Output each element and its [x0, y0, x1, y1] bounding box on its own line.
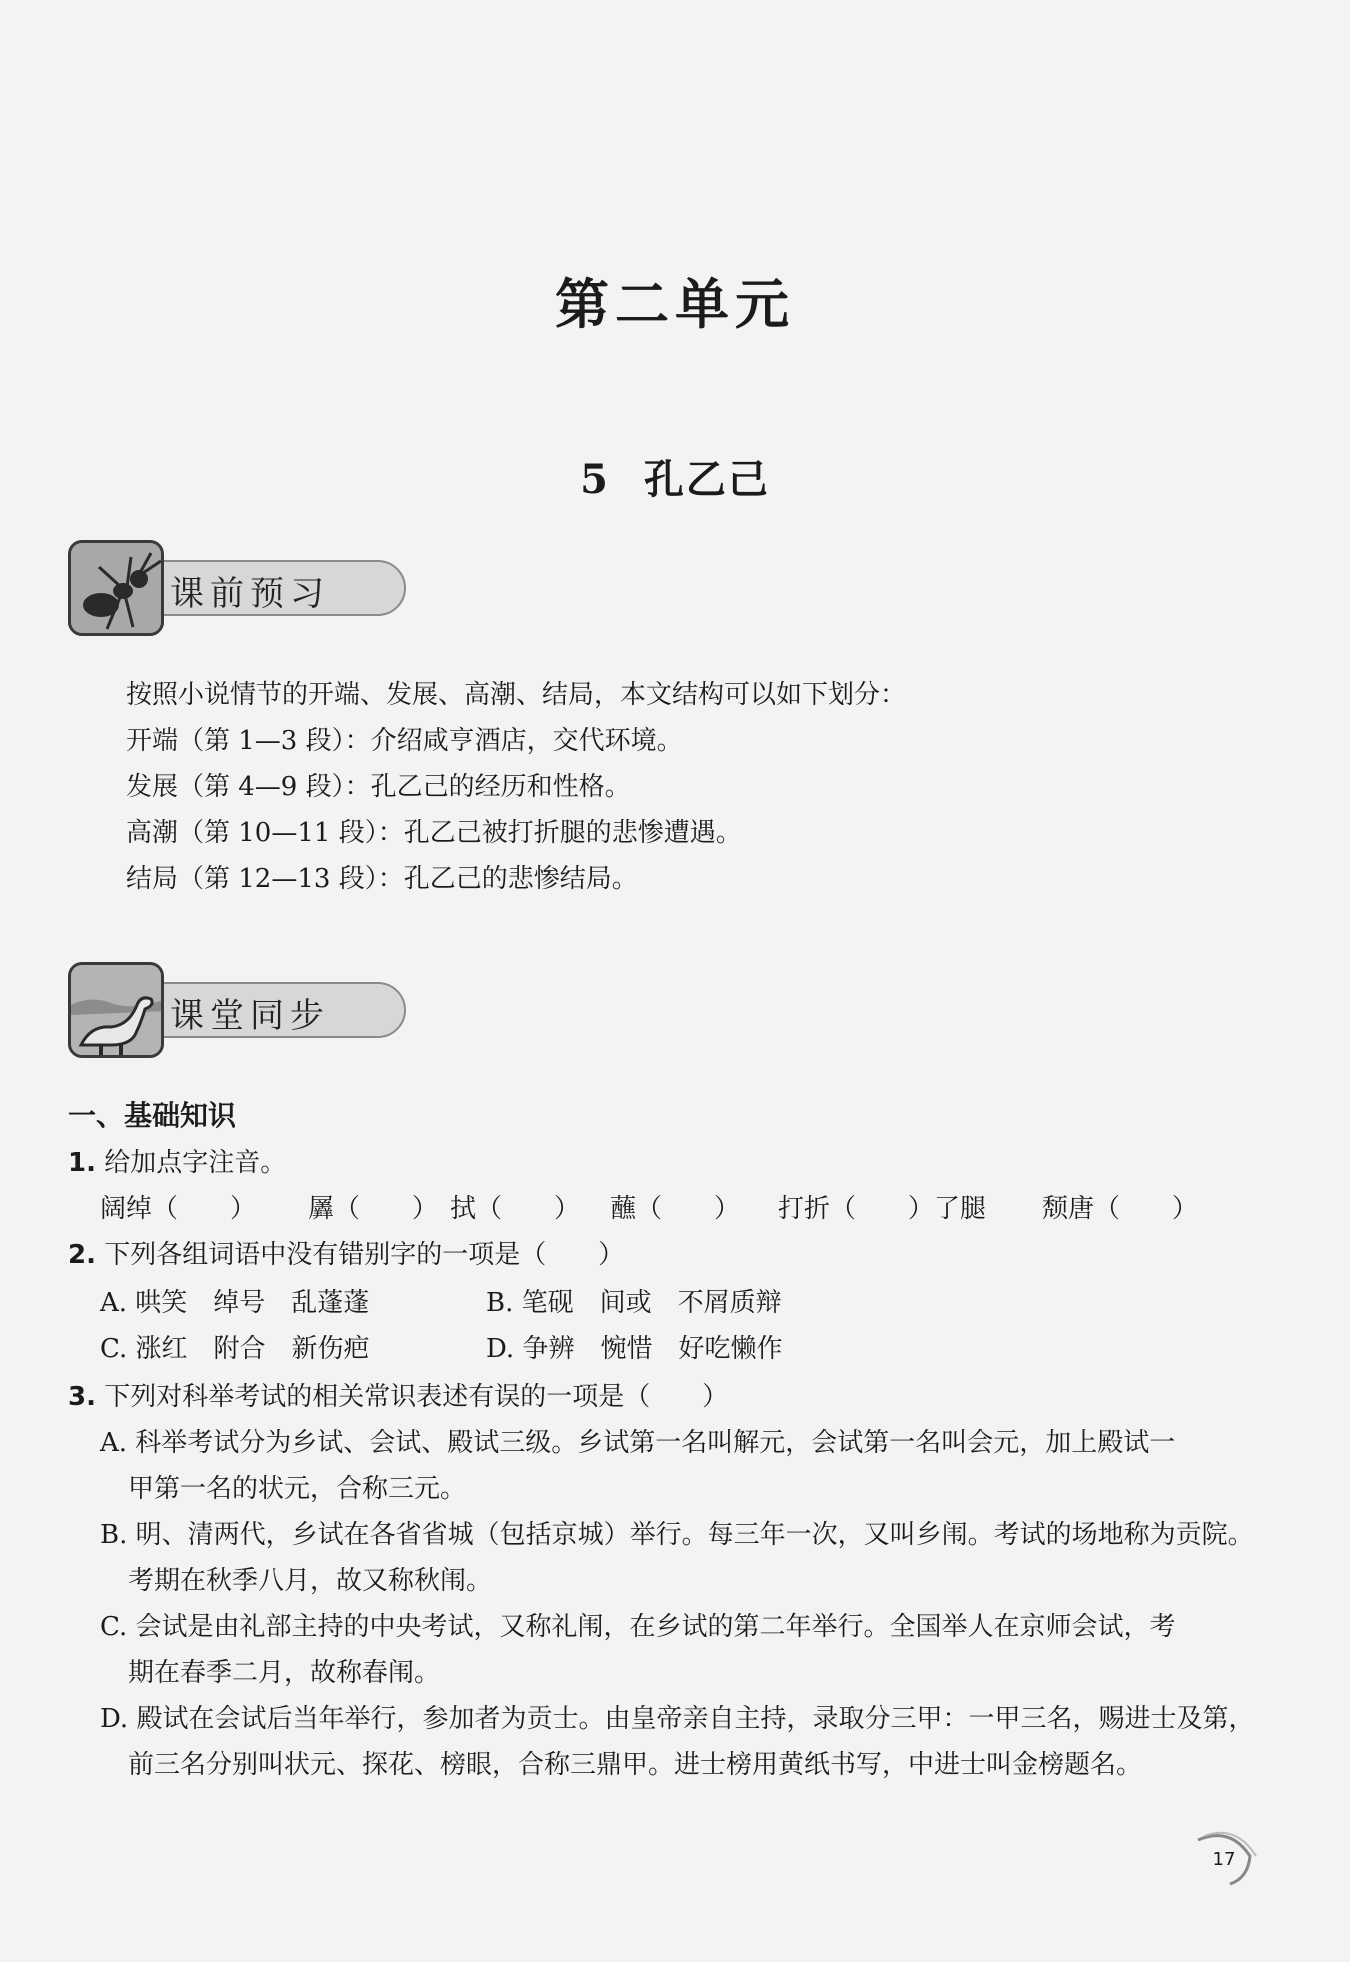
option-B-line2: 考期在秋季八月，故又称秋闱。 — [128, 1566, 493, 1596]
option-A-line1: A. 科举考试分为乡试、会试、殿试三级。乡试第一名叫解元，会试第一名叫会元，加上殿试一 — [100, 1428, 1176, 1458]
option-C-line2: 期在春季二月，故称春闱。 — [128, 1658, 441, 1688]
preview-line: 结局（第 12—13 段）：孔乙己的悲惨结局。 — [126, 864, 638, 894]
page-number: 17 — [1212, 1849, 1236, 1870]
pinyin-item: 拭（ ） — [450, 1194, 581, 1224]
unit-title: 第二单元 — [555, 273, 795, 336]
preview-section-badge — [68, 540, 358, 636]
option-C: C. 涨红 附合 新伤疤 — [100, 1334, 370, 1364]
class-section-badge — [68, 962, 358, 1058]
option-D: D. 争辨 惋惜 好吃懒作 — [486, 1334, 783, 1364]
question-number: 2. — [68, 1240, 96, 1270]
part-heading: 一、基础知识 — [68, 1099, 237, 1132]
preview-structure-text — [126, 672, 1226, 902]
badge-label: 课堂同步 — [170, 996, 330, 1036]
question-1-stem — [68, 1140, 286, 1186]
question-text: 下列各组词语中没有错别字的一项是（ ） — [104, 1240, 625, 1270]
dinosaur-illustration-icon — [68, 962, 164, 1058]
preview-line: 高潮（第 10—11 段）：孔乙己被打折腿的悲惨遭遇。 — [126, 818, 742, 848]
lesson-number: 5 — [580, 456, 610, 503]
pinyin-item: 蘸（ ） — [610, 1194, 741, 1224]
question-2-stem — [68, 1232, 624, 1278]
question-text: 下列对科举考试的相关常识表述有误的一项是（ ） — [104, 1382, 729, 1412]
option-C-line1: C. 会试是由礼部主持的中央考试，又称礼闱，在乡试的第二年举行。全国举人在京师会试，考 — [100, 1612, 1176, 1642]
pinyin-item: 羼（ ） — [308, 1194, 439, 1224]
option-A: A. 哄笑 绰号 乱蓬蓬 — [100, 1288, 370, 1318]
question-3-stem — [68, 1374, 728, 1420]
question-number: 3. — [68, 1382, 96, 1412]
lesson-name: 孔乙己 — [643, 457, 770, 503]
badge-label: 课前预习 — [170, 574, 330, 614]
option-B: B. 笔砚 间或 不屑质辩 — [486, 1288, 782, 1318]
option-D-line1: D. 殿试在会试后当年举行，参加者为贡士。由皇帝亲自主持，录取分三甲：一甲三名，赐进士及第， — [100, 1704, 1255, 1734]
question-number: 1. — [68, 1148, 96, 1178]
option-A-line2: 甲第一名的状元，合称三元。 — [128, 1474, 467, 1504]
preview-line: 开端（第 1—3 段）：介绍咸亨酒店，交代环境。 — [126, 726, 683, 756]
pinyin-item: 打折（ ）了腿 — [778, 1194, 987, 1224]
question-1-items — [100, 1186, 1198, 1232]
lesson-title — [0, 448, 1350, 505]
preview-line: 按照小说情节的开端、发展、高潮、结局，本文结构可以如下划分： — [126, 680, 907, 710]
option-D-line2: 前三名分别叫状元、探花、榜眼，合称三鼎甲。进士榜用黄纸书写，中进士叫金榜题名。 — [128, 1750, 1143, 1780]
preview-line: 发展（第 4—9 段）：孔乙己的经历和性格。 — [126, 772, 631, 802]
ant-illustration-icon — [68, 540, 164, 636]
question-3-options — [100, 1420, 1260, 1788]
question-text: 给加点字注音。 — [104, 1148, 287, 1178]
pinyin-item: 颓唐（ ） — [1042, 1194, 1199, 1224]
pinyin-item: 阔绰（ ） — [100, 1194, 257, 1224]
option-B-line1: B. 明、清两代，乡试在各省省城（包括京城）举行。每三年一次，又叫乡闱。考试的场地称为贡院。 — [100, 1520, 1254, 1550]
